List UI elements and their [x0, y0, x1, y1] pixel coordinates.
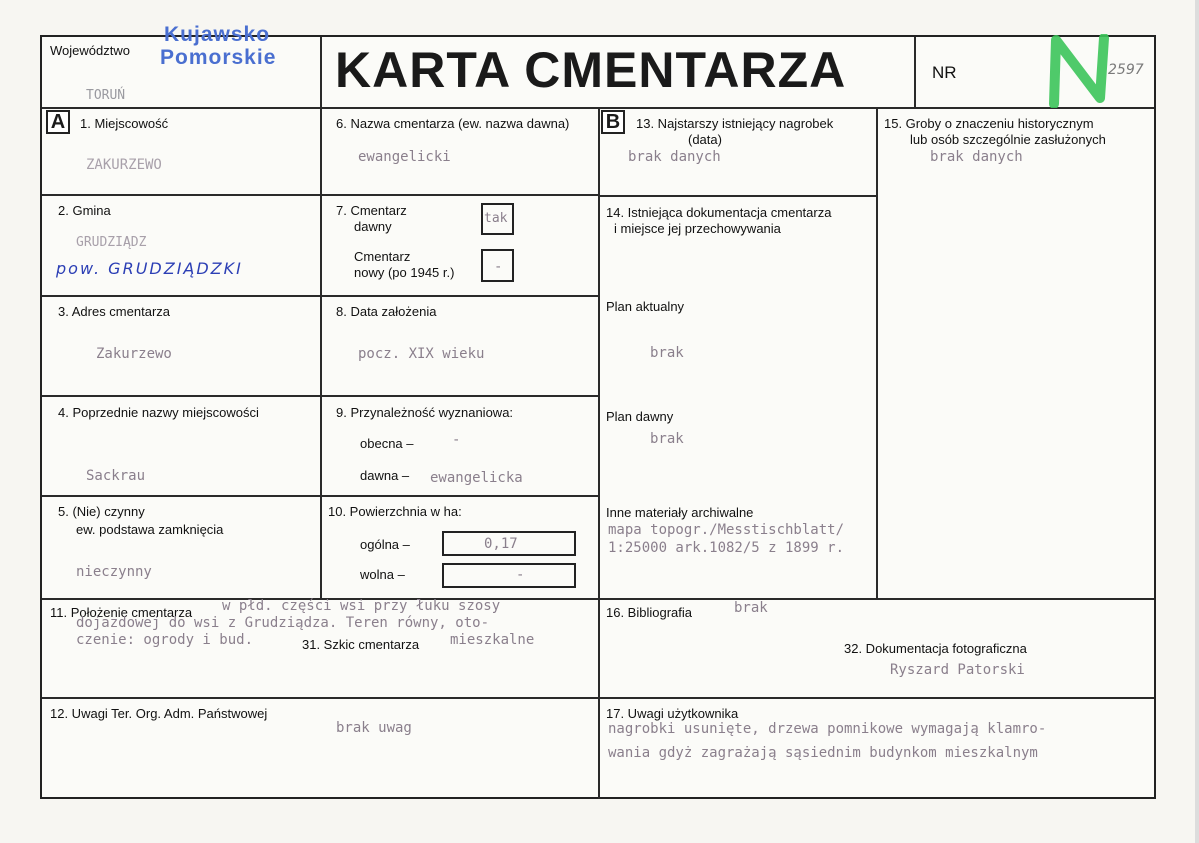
field-10-label: 10. Powierzchnia w ha: — [328, 504, 462, 519]
field-1-label: 1. Miejscowość — [80, 116, 169, 131]
plan-dawny-value: brak — [650, 431, 684, 447]
section-b-marker: B — [601, 110, 625, 134]
field-11-value-3b: mieszkalne — [450, 632, 535, 648]
field-16-value: brak — [734, 600, 768, 616]
field-15-value: brak danych — [930, 149, 1023, 165]
field-14-label-1: 14. Istniejąca dokumentacja cmentarza — [606, 205, 832, 220]
field-13-label-1: 13. Najstarszy istniejący nagrobek — [636, 116, 834, 131]
field-10-wolna-value: - — [516, 567, 525, 583]
field-13-value: brak danych — [628, 149, 721, 165]
header-vline-2 — [914, 37, 916, 109]
field-9-obecna-label: obecna – — [360, 436, 414, 451]
field-9-label: 9. Przynależność wyznaniowa: — [336, 405, 514, 420]
field-17-value-2: wania gdyż zagrażają sąsiednim budynkom mieszkalnym — [608, 745, 1038, 761]
field-11-value-2: dojazdowej do wsi z Grudziądza. Teren równy, oto- — [76, 615, 490, 631]
field-7-label-2b: nowy (po 1945 r.) — [354, 265, 455, 280]
scan-edge — [1195, 0, 1199, 843]
field-10-wolna-label: wolna – — [360, 567, 405, 582]
field-8-label: 8. Data założenia — [336, 304, 437, 319]
row-divider-1 — [42, 194, 598, 196]
inne-materialy-label: Inne materiały archiwalne — [606, 505, 754, 520]
page-title: KARTA CMENTARZA — [335, 42, 847, 98]
field-10-ogolna-label: ogólna – — [360, 537, 410, 552]
field-9-obecna-value: - — [452, 432, 461, 448]
field-15-label-2: lub osób szczególnie zasłużonych — [910, 132, 1106, 147]
field-13-label-2: (data) — [688, 132, 722, 147]
field-14-label-2: i miejsce jej przechowywania — [614, 221, 781, 236]
field-17-value-1: nagrobki usunięte, drzewa pomnikowe wymagają klamro- — [608, 721, 1047, 737]
field-1-value: ZAKURZEWO — [86, 157, 162, 173]
field-9-dawna-label: dawna – — [360, 468, 410, 483]
field-2-handwritten: pow. GRUDZIĄDZKI — [56, 259, 243, 278]
field-17-label: 17. Uwagi użytkownika — [606, 706, 739, 721]
header-vline-1 — [320, 37, 322, 109]
field-6-value: ewangelicki — [358, 149, 451, 165]
row-divider-13 — [598, 195, 876, 197]
field-31-label: 31. Szkic cmentarza — [302, 637, 420, 652]
nr-marker-letter — [1048, 34, 1112, 108]
stamp-line-2: Pomorskie — [160, 46, 277, 69]
field-3-value: Zakurzewo — [96, 346, 172, 362]
field-7-value-1: tak — [484, 211, 508, 226]
section-a-marker: A — [46, 110, 70, 134]
field-3-label: 3. Adres cmentarza — [58, 304, 170, 319]
field-7-box-dawny — [481, 203, 514, 235]
field-7-value-2: - — [494, 259, 503, 275]
field-5-label-1: 5. (Nie) czynny — [58, 504, 145, 519]
field-12-label: 12. Uwagi Ter. Org. Adm. Państwowej — [50, 706, 268, 721]
field-32-value: Ryszard Patorski — [890, 662, 1025, 678]
field-16-label: 16. Bibliografia — [606, 605, 692, 620]
row-divider-5 — [42, 598, 1154, 600]
field-7-label-1a: 7. Cmentarz — [336, 203, 407, 218]
field-4-value: Sackrau — [86, 468, 146, 484]
row-divider-4 — [42, 495, 598, 497]
nr-number: 2597 — [1108, 62, 1144, 78]
row-divider-2 — [42, 295, 598, 297]
field-11-value-3: czenie: ogrody i bud. — [76, 632, 254, 648]
field-5-label-2: ew. podstawa zamknięcia — [76, 522, 224, 537]
field-8-value: pocz. XIX wieku — [358, 346, 485, 362]
wojewodztwo-stamp — [160, 23, 276, 69]
field-9-dawna-value: ewangelicka — [430, 470, 523, 486]
plan-aktualny-label: Plan aktualny — [606, 299, 685, 314]
field-4-label: 4. Poprzednie nazwy miejscowości — [58, 405, 259, 420]
field-10-ogolna-value: 0,17 — [484, 536, 518, 552]
inne-materialy-value-2: 1:25000 ark.1082/5 z 1899 r. — [608, 540, 845, 556]
cemetery-card — [40, 23, 1156, 799]
field-6-label: 6. Nazwa cmentarza (ew. nazwa dawna) — [336, 116, 570, 131]
plan-dawny-label: Plan dawny — [606, 409, 674, 424]
plan-aktualny-value: brak — [650, 345, 684, 361]
field-11-value-1: w płd. części wsi przy łuku szosy — [222, 598, 501, 614]
field-5-value: nieczynny — [76, 564, 152, 580]
field-10-ogolna-box — [442, 531, 576, 556]
col-divider-3 — [876, 107, 878, 599]
field-7-label-2a: Cmentarz — [354, 249, 411, 264]
field-7-box-nowy — [481, 249, 514, 282]
field-15-label-1: 15. Groby o znaczeniu historycznym — [884, 116, 1094, 131]
row-divider-3 — [42, 395, 598, 397]
field-11-label: 11. Położenie cmentarza — [50, 605, 193, 620]
inne-materialy-value-1: mapa topogr./Messtischblatt/ — [608, 522, 845, 538]
col-divider-2 — [598, 107, 600, 799]
field-2-label: 2. Gmina — [58, 203, 111, 218]
field-7-label-1b: dawny — [354, 219, 392, 234]
wojewodztwo-old: TORUŃ — [86, 88, 126, 103]
field-10-wolna-box — [442, 563, 576, 588]
nr-label: NR — [932, 63, 957, 82]
field-32-label: 32. Dokumentacja fotograficzna — [844, 641, 1027, 656]
col-divider-1 — [320, 107, 322, 599]
field-12-value: brak uwag — [336, 720, 412, 736]
row-divider-6 — [42, 697, 1154, 699]
wojewodztwo-label: Województwo — [50, 43, 130, 58]
stamp-line-1: Kujawsko — [164, 23, 271, 46]
field-2-value: GRUDZIĄDZ — [76, 235, 147, 250]
